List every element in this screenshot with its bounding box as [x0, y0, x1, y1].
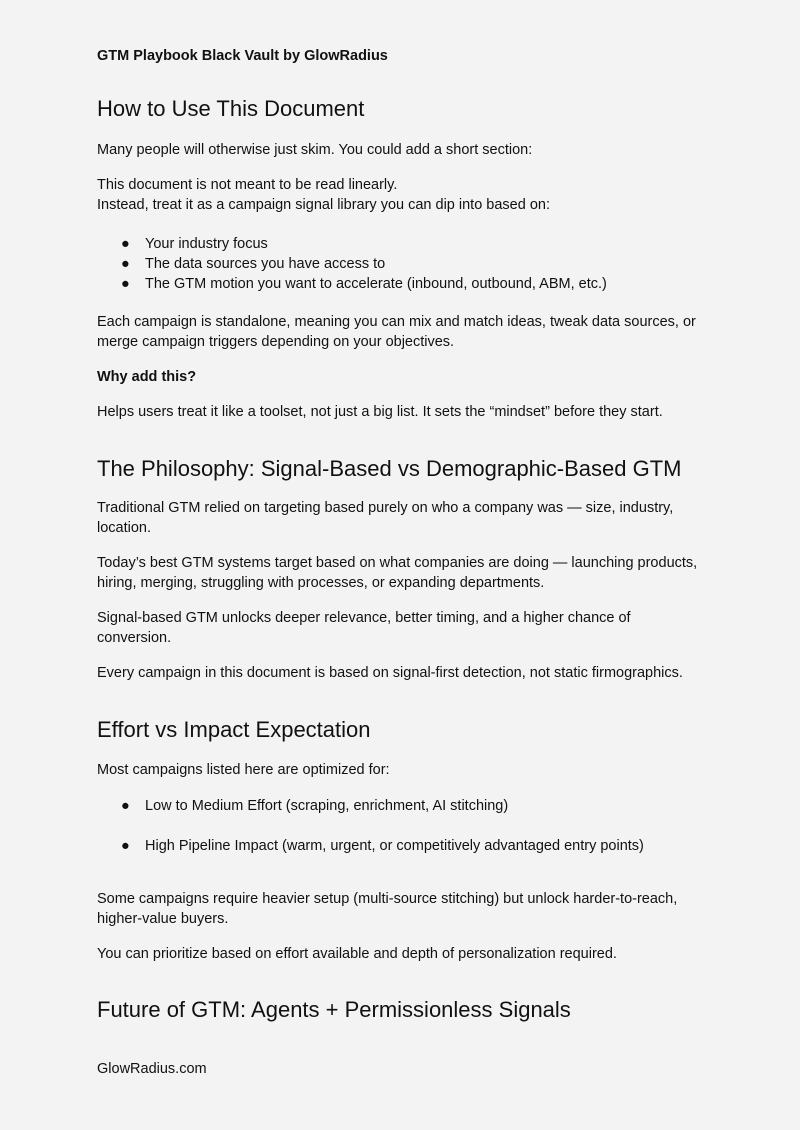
- list-item: [97, 796, 707, 816]
- section-heading-how-to-use: How to Use This Document: [97, 96, 365, 121]
- section-heading-effort: Effort vs Impact Expectation: [97, 717, 371, 742]
- paragraph: Today’s best GTM systems target based on what companies are doing — launching products, hiring, merging, struggling with processes, or expanding departments.: [97, 555, 698, 591]
- paragraph: You can prioritize based on effort available and depth of personalization required.: [97, 946, 617, 962]
- bullet-icon: ●: [121, 838, 130, 854]
- list-item-text: Low to Medium Effort (scraping, enrichment, AI stitching): [145, 798, 509, 814]
- bold-label: Why add this?: [97, 369, 197, 385]
- paragraph: Traditional GTM relied on targeting based purely on who a company was — size, industry, location.: [97, 500, 674, 536]
- bullet-icon: ●: [121, 256, 130, 272]
- list-item: [97, 234, 707, 254]
- paragraph-line: Instead, treat it as a campaign signal library you can dip into based on:: [97, 196, 550, 213]
- paragraph: Most campaigns listed here are optimized for:: [97, 762, 390, 778]
- section-heading-philosophy: The Philosophy: Signal-Based vs Demographic-Based GTM: [97, 456, 682, 481]
- bullet-icon: ●: [121, 798, 130, 814]
- bullet-list: [97, 796, 707, 856]
- bullet-icon: ●: [121, 276, 130, 292]
- paragraph: Many people will otherwise just skim. You could add a short section:: [97, 142, 533, 158]
- paragraph: Helps users treat it like a toolset, not just a big list. It sets the “mindset” before they start.: [97, 404, 663, 420]
- section-heading-future: Future of GTM: Agents + Permissionless Signals: [97, 997, 571, 1022]
- list-item: [97, 254, 707, 274]
- list-item: [97, 836, 707, 856]
- paragraph-line: This document is not meant to be read linearly.: [97, 177, 398, 193]
- page-footer: GlowRadius.com: [97, 1061, 207, 1077]
- list-item-text: The GTM motion you want to accelerate (inbound, outbound, ABM, etc.): [145, 276, 607, 292]
- paragraph: Some campaigns require heavier setup (multi-source stitching) but unlock harder-to-reach, higher-value buyers.: [97, 891, 678, 927]
- bullet-list: [97, 234, 707, 294]
- list-item: [97, 274, 707, 294]
- list-item-text: High Pipeline Impact (warm, urgent, or competitively advantaged entry points): [145, 838, 644, 854]
- list-item-text: Your industry focus: [145, 236, 268, 252]
- paragraph: Signal-based GTM unlocks deeper relevance, better timing, and a higher chance of conversion.: [97, 610, 631, 646]
- list-item-text: The data sources you have access to: [145, 256, 386, 272]
- subheading: [97, 368, 707, 388]
- page-header: GTM Playbook Black Vault by GlowRadius: [97, 48, 388, 64]
- bullet-icon: ●: [121, 236, 130, 252]
- paragraph: [97, 176, 707, 215]
- paragraph: Each campaign is standalone, meaning you can mix and match ideas, tweak data sources, or merge campaign triggers depending on your objectives.: [97, 314, 696, 350]
- paragraph: Every campaign in this document is based on signal-first detection, not static firmographics.: [97, 665, 683, 681]
